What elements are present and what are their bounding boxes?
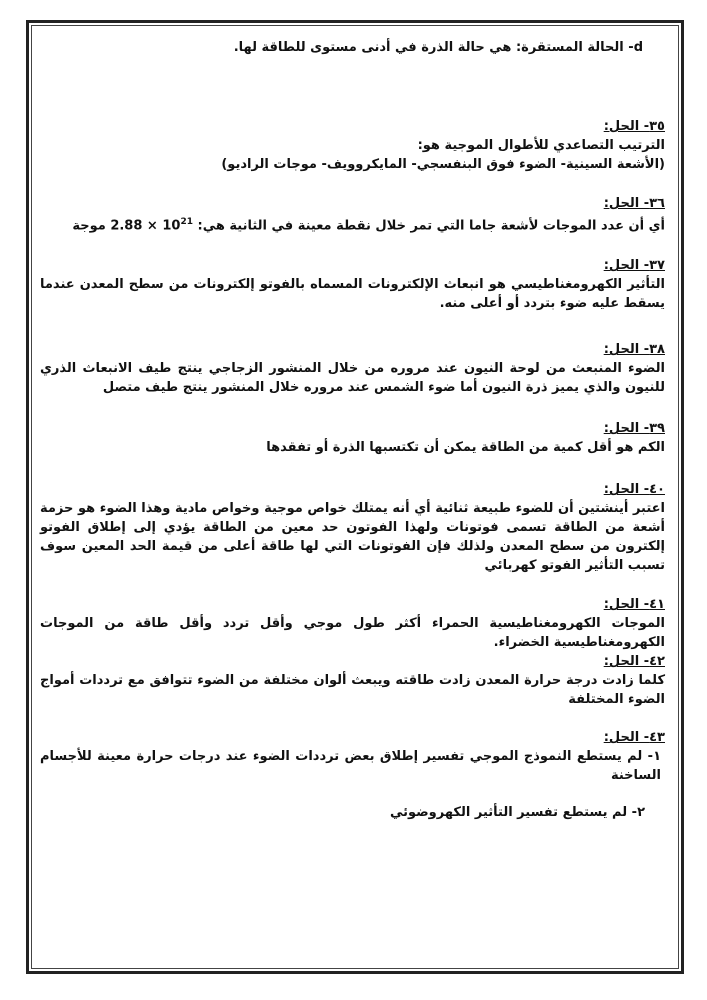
intro-letter: d	[633, 40, 643, 55]
section-41-heading: ٤١- الحل:	[603, 597, 665, 613]
intro-line	[40, 38, 665, 57]
section-35-heading: ٣٥- الحل:	[603, 119, 665, 134]
answer-sheet	[40, 32, 665, 822]
section-35-line-1: الترتيب التصاعدي للأطوال الموجية هو:	[417, 138, 665, 153]
wave-count-formula	[110, 213, 193, 235]
section-40-text: اعتبر أينشتين أن للضوء طبيعة ثنائية أي أنه يمتلك خواص موجية وخواص مادية وهذا الضوء هو حزمة أشعة من الطاقة تسمى فوتونات ولهذا الفوتون حد معين من الطاقة يؤدي إلى إطلاق الفوتو إلكترون من سطح المعدن ولذلك فإن الفوتونات التي لها طاقة أعلى من قيمة الحد المعين سوف تسبب التأثير الفوتو كهربائي	[40, 501, 665, 574]
formula-exponent: 21	[180, 217, 193, 227]
section-40-heading: ٤٠- الحل:	[603, 482, 665, 498]
section-43-item-1: ١- لم يستطع النموذج الموجي تفسير إطلاق بعض ترددات الضوء عند درجات حرارة معينة للأجسام الساخنة	[40, 749, 661, 784]
section-41-text: الموجات الكهرومغناطيسية الحمراء أكثر طول موجي وأقل تردد وأقل طاقة من الموجات الكهرومغناطيسية الخضراء.	[40, 616, 665, 651]
formula-base: 2.88 × 10	[110, 218, 181, 234]
section-37-heading: ٣٧- الحل:	[603, 258, 665, 274]
section-37-text: التأثير الكهرومغناطيسي هو انبعاث الإلكترونات المسماه بالفوتو إلكترونات من سطح المعدن عندما يسقط عليه ضوء بتردد أو أعلى منه.	[40, 277, 665, 312]
section-43-heading: ٤٣- الحل:	[603, 730, 665, 746]
section-36-text-line	[40, 213, 665, 235]
section-39-heading: ٣٩- الحل:	[603, 421, 665, 437]
section-38-heading: ٣٨- الحل:	[603, 342, 665, 358]
intro-text: - الحالة المستقرة: هي حالة الذرة في أدنى مستوى للطاقة لها.	[233, 40, 634, 55]
section-39-text: الكم هو أقل كمية من الطاقة يمكن أن تكتسبها الذرة أو تفقدها	[266, 440, 665, 456]
section-42-heading: ٤٢- الحل:	[603, 654, 665, 670]
section-36-unit: موجة	[72, 218, 106, 234]
section-36-text: أي أن عدد الموجات لأشعة جاما التي تمر خلال نقطة معينة في الثانية هي:	[197, 218, 665, 234]
section-43-item-2: ٢- لم يستطع تفسير التأثير الكهروضوئي	[389, 805, 645, 821]
section-42-text: كلما زادت درجة حرارة المعدن زادت طاقته ويبعث ألوان مختلفة من الضوء تتوافق مع ترددات أمواج الضوء المختلفة	[40, 673, 665, 708]
section-35-line-2: (الأشعة السينية- الضوء فوق البنفسجي- المايكروويف- موجات الراديو)	[221, 157, 665, 172]
section-38-text: الضوء المنبعث من لوحة النيون عند مروره من خلال المنشور الزجاجي ينتج طيف الانبعاث الذري للنيون والذي يميز ذرة النيون أما ضوء الشمس عند مروره خلال المنشور ينتج طيف متصل	[40, 361, 665, 396]
section-36-heading: ٣٦- الحل:	[603, 196, 665, 211]
